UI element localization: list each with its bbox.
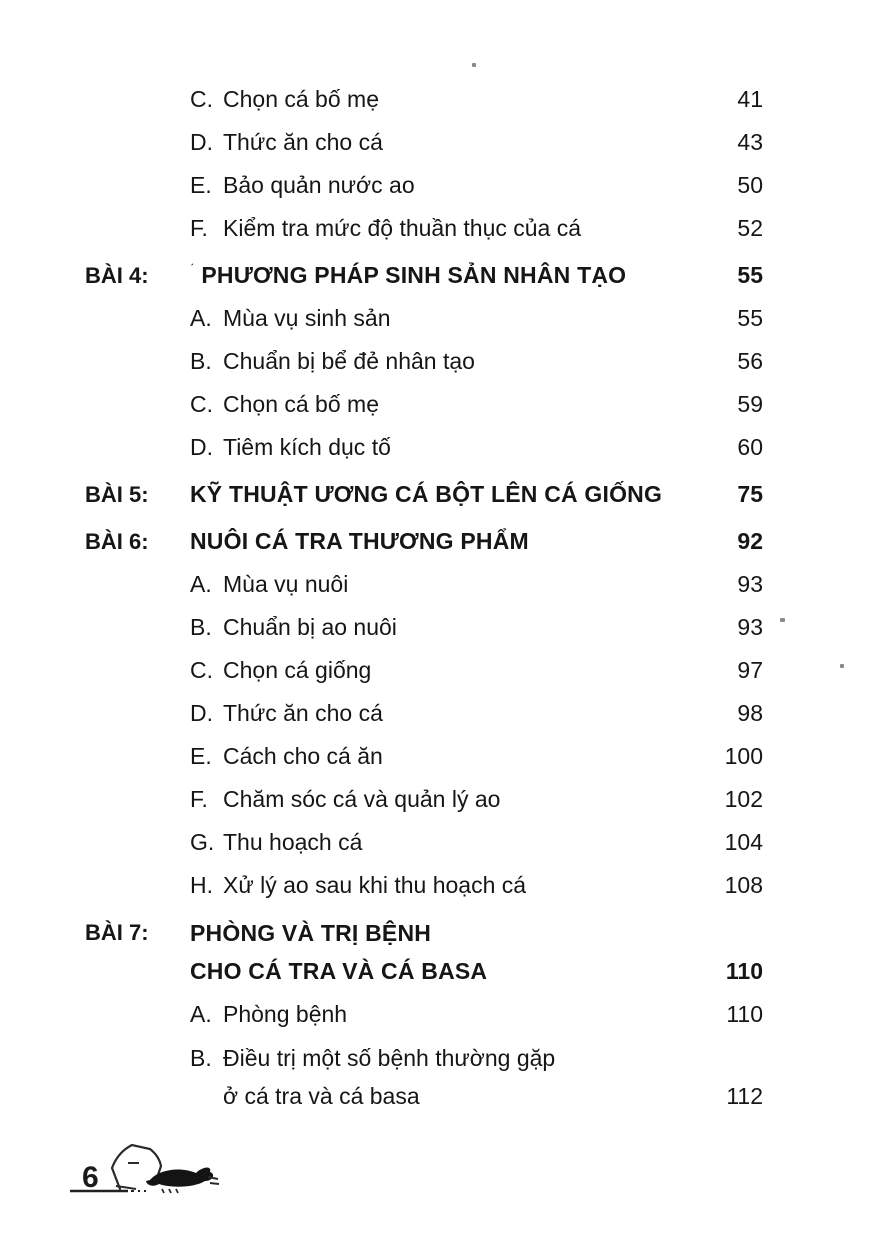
- toc-item-row: [85, 692, 763, 735]
- scan-speck: [780, 618, 785, 622]
- chapter-title-line1: PHÒNG VÀ TRỊ BỆNH: [190, 920, 432, 946]
- item-letter: D.: [190, 700, 213, 726]
- toc-item-row: [85, 426, 763, 469]
- chapter-title: PHƯƠNG PHÁP SINH SẢN NHÂN TẠO: [201, 262, 627, 288]
- item-title: Mùa vụ sinh sản: [223, 305, 391, 331]
- footer-ornament: [58, 1136, 278, 1214]
- chapter-title: NUÔI CÁ TRA THƯƠNG PHẨM: [190, 528, 529, 554]
- page-number: 102: [724, 786, 763, 812]
- page-number: 108: [724, 872, 763, 898]
- scan-speck: [840, 664, 844, 668]
- page-number: 92: [737, 528, 763, 554]
- toc-chapter-row-two-line: [85, 911, 763, 993]
- item-title: Mùa vụ nuôi: [223, 571, 349, 597]
- table-of-contents: [85, 78, 763, 1118]
- page-number: 55: [737, 305, 763, 331]
- toc-item-row: [85, 993, 763, 1036]
- item-letter: B.: [190, 614, 212, 640]
- item-letter: A.: [190, 571, 212, 597]
- item-letter: G.: [190, 829, 215, 855]
- page-number: 43: [737, 129, 763, 155]
- item-title: Chuẩn bị bể đẻ nhân tạo: [223, 348, 475, 374]
- item-title: Thức ăn cho cá: [223, 129, 383, 155]
- toc-item-row: [85, 563, 763, 606]
- item-title: Chuẩn bị ao nuôi: [223, 614, 397, 640]
- item-title: Bảo quản nước ao: [223, 172, 415, 198]
- footer-page-number: 6: [82, 1161, 99, 1194]
- item-letter: E.: [190, 743, 212, 769]
- item-letter: F.: [190, 786, 208, 812]
- item-letter: D.: [190, 129, 213, 155]
- item-title: Tiêm kích dục tố: [223, 434, 391, 460]
- toc-item-row: [85, 821, 763, 864]
- chapter-number-label: BÀI 7:: [85, 920, 149, 945]
- item-title: Phòng bệnh: [223, 1001, 348, 1027]
- page-number: 41: [737, 86, 763, 112]
- fish-silhouette: [146, 1168, 213, 1187]
- toc-item-row: [85, 864, 763, 907]
- item-letter: A.: [190, 305, 212, 331]
- toc-item-row: [85, 778, 763, 821]
- item-letter: D.: [190, 434, 213, 460]
- item-letter: C.: [190, 391, 213, 417]
- item-title: Xử lý ao sau khi thu hoạch cá: [223, 872, 527, 898]
- chapter-number-label: BÀI 6:: [85, 529, 149, 554]
- page-number: 93: [737, 614, 763, 640]
- item-title: Kiểm tra mức độ thuần thục của cá: [223, 215, 582, 241]
- item-letter: B.: [190, 1045, 212, 1071]
- toc-item-row: [85, 649, 763, 692]
- toc-item-row: [85, 606, 763, 649]
- toc-chapter-row: [85, 254, 763, 297]
- fish-fin-hatching: [162, 1189, 178, 1193]
- fish-tail-strokes: [208, 1177, 219, 1184]
- toc-item-row: [85, 164, 763, 207]
- page-number: 110: [726, 1001, 763, 1027]
- page-number: 56: [737, 348, 763, 374]
- toc-item-row-two-line: [85, 1036, 763, 1118]
- toc-item-row: [85, 340, 763, 383]
- toc-item-row: [85, 121, 763, 164]
- item-title: Chọn cá bố mẹ: [223, 86, 379, 112]
- page-number: 75: [737, 481, 763, 507]
- item-title: Cách cho cá ăn: [223, 743, 383, 769]
- item-letter: E.: [190, 172, 212, 198]
- item-letter: H.: [190, 872, 213, 898]
- item-title: Chọn cá giống: [223, 657, 372, 683]
- page-number: 55: [737, 262, 763, 288]
- page-number: 100: [724, 743, 763, 769]
- scan-speck: [472, 63, 476, 67]
- item-letter: C.: [190, 657, 213, 683]
- chapter-number-label: BÀI 4:: [85, 263, 149, 288]
- toc-item-row: [85, 207, 763, 250]
- page-number: 98: [737, 700, 763, 726]
- item-letter: C.: [190, 86, 213, 112]
- chapter-title-line2: CHO CÁ TRA VÀ CÁ BASA: [190, 958, 488, 984]
- item-title-line2: ở cá tra và cá basa: [223, 1083, 420, 1109]
- item-letter: A.: [190, 1001, 212, 1027]
- stray-scan-mark: ˊ: [190, 261, 195, 276]
- chapter-title: KỸ THUẬT ƯƠNG CÁ BỘT LÊN CÁ GIỐNG: [190, 481, 663, 507]
- page-number: 110: [725, 958, 763, 984]
- toc-chapter-row: [85, 473, 763, 516]
- toc-item-row: [85, 78, 763, 121]
- page-number: 104: [724, 829, 763, 855]
- page-number: 50: [737, 172, 763, 198]
- page-number: 52: [737, 215, 763, 241]
- item-title: Thu hoạch cá: [223, 829, 363, 855]
- page-number: 60: [737, 434, 763, 460]
- page-number: 59: [737, 391, 763, 417]
- item-title: Chọn cá bố mẹ: [223, 391, 379, 417]
- item-letter: B.: [190, 348, 212, 374]
- page-number: 97: [737, 657, 763, 683]
- toc-chapter-row: [85, 520, 763, 563]
- toc-item-row: [85, 297, 763, 340]
- item-letter: F.: [190, 215, 208, 241]
- item-title-line1: Điều trị một số bệnh thường gặp: [223, 1045, 556, 1071]
- page-number: 112: [726, 1083, 763, 1109]
- toc-item-row: [85, 735, 763, 778]
- item-title: Chăm sóc cá và quản lý ao: [223, 786, 501, 812]
- chapter-number-label: BÀI 5:: [85, 482, 149, 507]
- item-title: Thức ăn cho cá: [223, 700, 383, 726]
- page-number: 93: [737, 571, 763, 597]
- toc-item-row: [85, 383, 763, 426]
